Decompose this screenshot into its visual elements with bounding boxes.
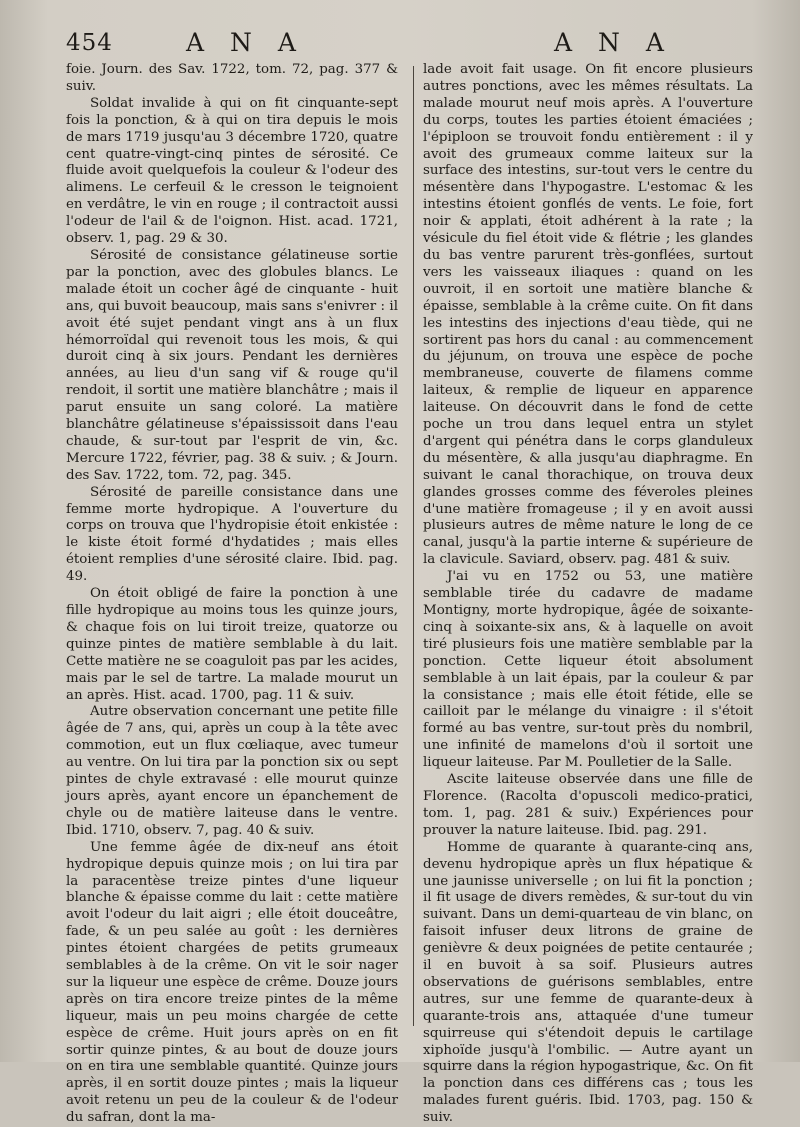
paragraph: Une femme âgée de dix-neuf ans étoit hydropique depuis quinze mois ; on lui tira par la paracentèse treize pintes d'une liqueur blanche & épaisse comme du lait : cette matière avoit l'odeur du lait aigri ; elle étoit douceâtre, fade, & un peu salée au goût : les dernières pintes étoient chargées de petits grumeaux semblables à de la crême. On vit le soir nager sur la liqueur une espèce de crême. Douze jours après on tira encore treize pintes de la même liqueur, mais un peu moins chargée de cette espèce de crême. Huit jours après on en fit sortir quinze pintes, & au bout de douze jours on en tira une semblable quantité. Quinze jours après, il en sortit douze pintes ; mais la liqueur avoit retenu un peu de la couleur & de l'odeur du safran, dont la ma-	[66, 839, 398, 1126]
left-column	[66, 62, 398, 1127]
paragraph: foie. Journ. des Sav. 1722, tom. 72, pag. 377 & suiv.	[66, 62, 398, 94]
paragraph: Soldat invalide à qui on fit cinquante-sept fois la ponction, & à qui on tira depuis le mois de mars 1719 jusqu'au 3 décembre 1720, quatre cent quatre-vingt-cinq pintes de sérosité. Ce fluide avoit quelquefois la couleur & l'odeur des alimens. Le cerfeuil & le cresson le teignoient en verdâtre, le vin en rouge ; il contractoit aussi l'odeur de l'ail & de l'oignon. Hist. acad. 1721, observ. 1, pag. 29 & 30.	[66, 95, 398, 247]
page-number: 454	[66, 30, 113, 56]
right-column	[423, 62, 753, 1127]
page-header	[0, 26, 800, 60]
paragraph: J'ai vu en 1752 ou 53, une matière semblable tirée du cadavre de madame Montigny, morte hydropique, âgée de soixante-cinq à soixante-six ans, & à laquelle on avoit tiré plusieurs fois une matière semblable par la ponction. Cette liqueur étoit absolument semblable à un lait épais, par la couleur & par la consistance ; mais elle étoit fétide, elle se cailloit par le mélange du vinaigre : il s'étoit formé au bas ventre, sur-tout près du nombril, une infinité de mamelons d'où il sortoit une liqueur laiteuse. Par M. Poulletier de la Salle.	[423, 569, 753, 771]
left-running-head: A N A	[186, 28, 305, 57]
column-divider	[413, 66, 414, 1026]
paragraph: lade avoit fait usage. On fit encore plusieurs autres ponctions, avec les mêmes résultats. La malade mourut neuf mois après. A l'ouverture du corps, toutes les parties étoient émaciées ; l'épiploon se trouvoit fondu entièrement : il y avoit des grumeaux comme laiteux sur la surface des intestins, sur-tout vers le centre du mésentère dans l'hypogastre. L'estomac & les intestins étoient gonflés de vents. Le foie, fort noir & applati, étoit adhérent à la rate ; la vésicule du fiel étoit vide & flétrie ; les glandes du bas ventre parurent très-gonflées, surtout vers les vaisseaux iliaques : quand on les ouvroit, il en sortoit une matière blanche & épaisse, semblable à la crême cuite. On fit dans les intestins des injections d'eau tiède, qui ne sortirent pas hors du canal : au commencement du jéjunum, on trouva une espèce de poche membraneuse, couverte de filamens comme laiteux, & remplie de liqueur en apparence laiteuse. On découvrit dans le fond de cette poche un trou dans lequel entra un stylet d'argent qui pénétra dans le corps glanduleux du mésentère, & alla jusqu'au diaphragme. En suivant le canal thorachique, on trouva deux glandes grosses comme des féveroles pleines d'une matière fromageuse ; il y en avoit aussi plusieurs autres de même nature le long de ce canal, jusqu'à la partie interne & supérieure de la clavicule. Saviard, observ. pag. 481 & suiv.	[423, 62, 753, 568]
paragraph: Sérosité de pareille consistance dans une femme morte hydropique. A l'ouverture du corps on trouva que l'hydropisie étoit enkistée : le kiste étoit formé d'hydatides ; mais elles étoient remplies d'une sérosité claire. Ibid. pag. 49.	[66, 484, 398, 585]
paragraph: Homme de quarante à quarante-cinq ans, devenu hydropique après un flux hépatique & une jaunisse universelle ; on lui fit la ponction ; il fit usage de divers remèdes, & sur-tout du vin suivant. Dans un demi-quarteau de vin blanc, on faisoit infuser deux litrons de graine de genièvre & deux poignées de petite centaurée ; il en buvoit à sa soif. Plusieurs autres observations de guérisons semblables, entre autres, sur une femme de quarante-deux à quarante-trois ans, attaquée d'une tumeur squirreuse qui s'étendoit depuis le cartilage xiphoïde jusqu'à l'ombilic. — Autre ayant un squirre dans la région hypogastrique, &c. On fit la ponction dans ces différens cas ; tous les malades furent guéris. Ibid. 1703, pag. 150 & suiv.	[423, 839, 753, 1126]
paragraph: Autre observation concernant une petite fille âgée de 7 ans, qui, après un coup à la tête avec commotion, eut un flux cœliaque, avec tumeur au ventre. On lui tira par la ponction six ou sept pintes de chyle extravasé : elle mourut quinze jours après, ayant encore un épanchement de chyle ou de matière laiteuse dans le ventre. Ibid. 1710, observ. 7, pag. 40 & suiv.	[66, 704, 398, 838]
paragraph: On étoit obligé de faire la ponction à une fille hydropique au moins tous les quinze jours, & chaque fois on lui tiroit treize, quatorze ou quinze pintes de matière semblable à du lait. Cette matière ne se coaguloit pas par les acides, mais par le sel de tartre. La malade mourut un an après. Hist. acad. 1700, pag. 11 & suiv.	[66, 586, 398, 703]
paragraph: Sérosité de consistance gélatineuse sortie par la ponction, avec des globules blancs. Le malade étoit un cocher âgé de cinquante - huit ans, qui buvoit beaucoup, mais sans s'enivrer : il avoit été sujet pendant vingt ans à un flux hémorroïdal qui revenoit tous les mois, & qui duroit cinq à six jours. Pendant les dernières années, au lieu d'un sang vif & rouge qu'il rendoit, il sortit une matière blanchâtre ; mais il parut ensuite un sang coloré. La matière blanchâtre gélatineuse s'épaississoit dans l'eau chaude, & sur-tout par l'esprit de vin, &c. Mercure 1722, février, pag. 38 & suiv. ; & Journ. des Sav. 1722, tom. 72, pag. 345.	[66, 247, 398, 483]
right-running-head: A N A	[554, 28, 673, 57]
paragraph: Ascite laiteuse observée dans une fille de Florence. (Racolta d'opuscoli medico-pratici, tom. 1, pag. 281 & suiv.) Expériences pour prouver la nature laiteuse. Ibid. pag. 291.	[423, 772, 753, 838]
